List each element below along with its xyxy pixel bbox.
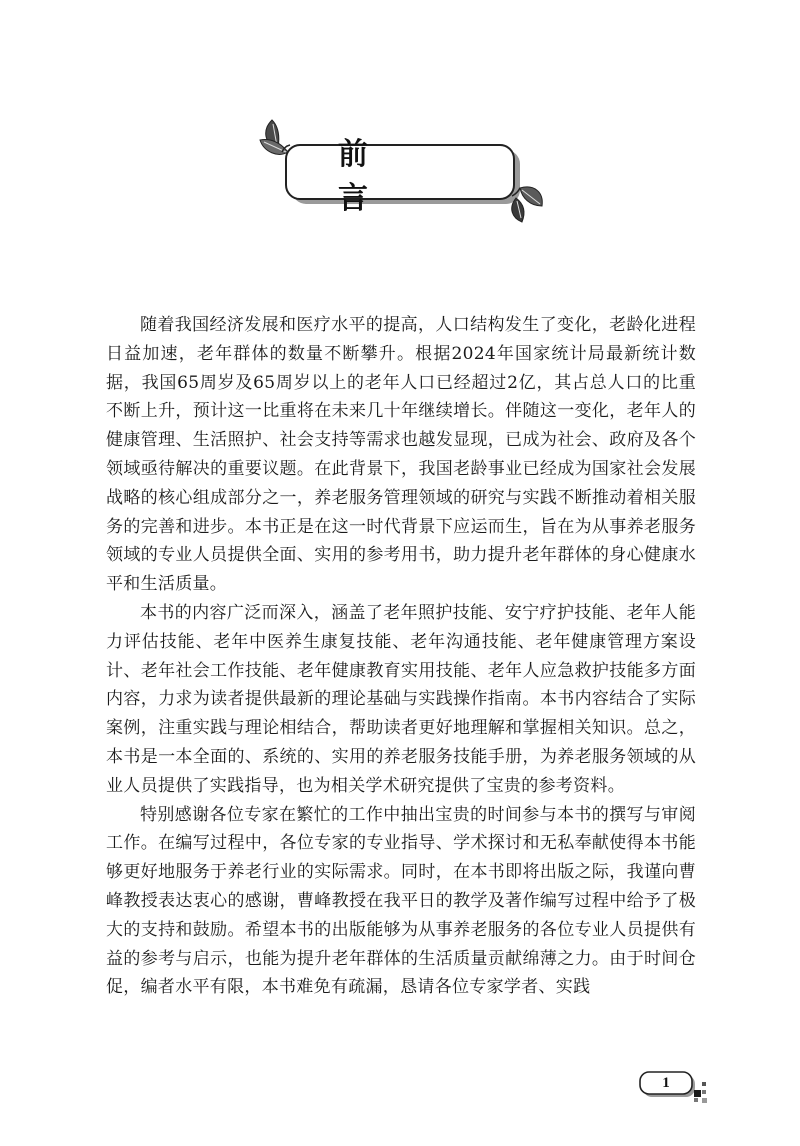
square-dots-icon [694,1082,707,1103]
page-title: 前 言 [338,137,498,216]
leaf-icon [512,187,543,222]
paragraph: 本书的内容广泛而深入，涵盖了老年照护技能、安宁疗护技能、老年人能力评估技能、老年中医养生康复技能、老年沟通技能、老年健康管理方案设计、老年社会工作技能、老年健康教育实用技能、老年人应急救护技能多方面内容，力求为读者提供最新的理论基础与实践操作指南。本书内容结合了实际案例，注重实践与理论相结合，帮助读者更好地理解和掌握相关知识。总之，本书是一本全面的、系统的、实用的养老服务技能手册，为养老服务领域的从业人员提供了实践指导，也为相关学术研究提供了宝贵的参考资料。 [106,602,696,796]
preface-body [106,311,696,1002]
paragraph: 特别感谢各位专家在繁忙的工作中抽出宝贵的时间参与本书的撰写与审阅工作。在编写过程中，各位专家的专业指导、学术探讨和无私奉献使得本书能够更好地服务于养老行业的实际需求。同时，在本书即将出版之际，我谨向曹峰教授表达衷心的感谢，曹峰教授在我平日的教学及著作编写过程中给予了极大的支持和鼓励。希望本书的出版能够为从事养老服务的各位专业人员提供有益的参考与启示，也能为提升老年群体的生活质量贡献绵薄之力。由于时间仓促，编者水平有限，本书难免有疏漏，恳请各位专家学者、实践 [106,804,696,998]
paragraph: 随着我国经济发展和医疗水平的提高，人口结构发生了变化，老龄化进程日益加速，老年群体的数量不断攀升。根据2024年国家统计局最新统计数据，我国65周岁及65周岁以上的老年人口已经超过2亿，其占总人口的比重不断上升，预计这一比重将在未来几十年继续增长。伴随这一变化，老年人的健康管理、生活照护、社会支持等需求也越发显现，已成为社会、政府及各个领域亟待解决的重要议题。在此背景下，我国老龄事业已经成为国家社会发展战略的核心组成部分之一，养老服务管理领域的研究与实践不断推动着相关服务的完善和进步。本书正是在这一时代背景下应运而生，旨在为从事养老服务领域的专业人员提供全面、实用的参考用书，助力提升老年群体的身心健康水平和生活质量。 [106,315,696,595]
leaf-icon [260,120,290,154]
page-number: 1 [662,1074,670,1091]
title-banner [258,118,548,228]
page-number-badge [636,1068,716,1108]
